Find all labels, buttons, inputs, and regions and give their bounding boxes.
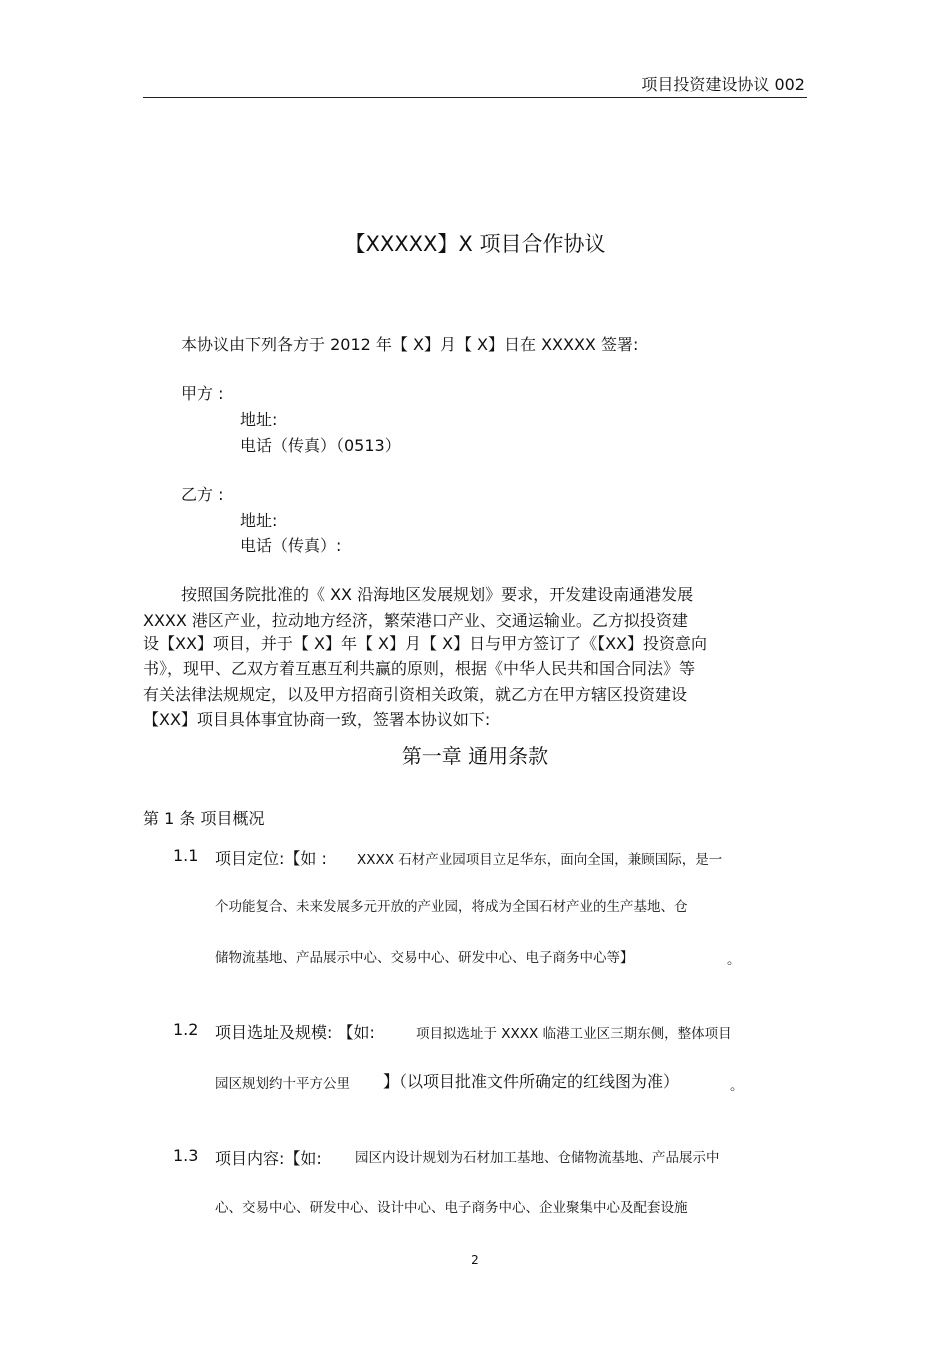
chapter-heading: 第一章 通用条款 [401, 744, 549, 768]
clause-text: 。 [730, 1078, 744, 1094]
clause-text: 储物流基地、产品展示中心、交易中心、研发中心、电子商务中心等】 [215, 950, 634, 966]
preamble-line: XXXX 港区产业，拉动地方经济，繁荣港口产业、交通运输业。乙方拟投资建 [143, 611, 688, 630]
party-a-address: 地址: [240, 410, 278, 429]
party-b-label: 乙方 : [181, 485, 224, 504]
clause-number: 1.1 [173, 846, 199, 865]
clause-label: 项目选址及规模: 【如: [215, 1023, 375, 1042]
clause-text: 。 [727, 952, 741, 968]
running-header: 项目投资建设协议 002 [641, 75, 805, 94]
preamble-line: 按照国务院批准的《 XX 沿海地区发展规划》要求，开发建设南通港发展 [181, 585, 694, 604]
preamble-line: 书》，现甲、乙双方着互惠互利共赢的原则，根据《中华人民共和国合同法》等 [143, 659, 696, 678]
clause-number: 1.2 [173, 1020, 199, 1039]
preamble-line: 【XX】项目具体事宜协商一致，签署本协议如下: [143, 710, 491, 729]
party-a-phone: 电话（传真）（0513） [240, 436, 401, 455]
clause-text: 园区内设计规划为石材加工基地、仓储物流基地、产品展示中 [355, 1150, 720, 1166]
clause-text: 园区规划约十平方公里 [215, 1076, 350, 1092]
clause-label: 项目内容:【如: [215, 1149, 322, 1168]
intro-line: 本协议由下列各方于 2012 年【 X】月【 X】日在 XXXXX 签署: [181, 335, 639, 354]
clause-text: 个功能复合、未来发展多元开放的产业园，将成为全国石材产业的生产基地、仓 [215, 899, 688, 915]
clause-text: 项目拟选址于 XXXX 临港工业区三期东侧，整体项目 [416, 1026, 732, 1042]
clause-text: XXXX 石材产业园项目立足华东，面向全国，兼顾国际，是一 [357, 852, 723, 868]
preamble-line: 有关法律法规规定，以及甲方招商引资相关政策，就乙方在甲方辖区投资建设 [143, 685, 688, 704]
party-b-address: 地址: [240, 511, 278, 530]
clause-text: 】（以项目批准文件所确定的红线图为准） [383, 1072, 680, 1091]
header-rule [143, 97, 807, 98]
page-number: 2 [471, 1253, 479, 1267]
party-a-label: 甲方 : [181, 384, 224, 403]
clause-number: 1.3 [173, 1146, 199, 1165]
clause-label: 项目定位:【如 : [215, 849, 327, 868]
party-b-phone: 电话（传真）: [240, 536, 342, 555]
preamble-line: 设【XX】项目，并于【 X】年【 X】月【 X】日与甲方签订了《【XX】投资意向 [143, 634, 707, 653]
article-heading: 第 1 条 项目概况 [143, 809, 265, 828]
clause-text: 心、交易中心、研发中心、设计中心、电子商务中心、企业聚集中心及配套设施 [215, 1200, 688, 1216]
document-title: 【XXXXX】X 项目合作协议 [344, 232, 606, 256]
